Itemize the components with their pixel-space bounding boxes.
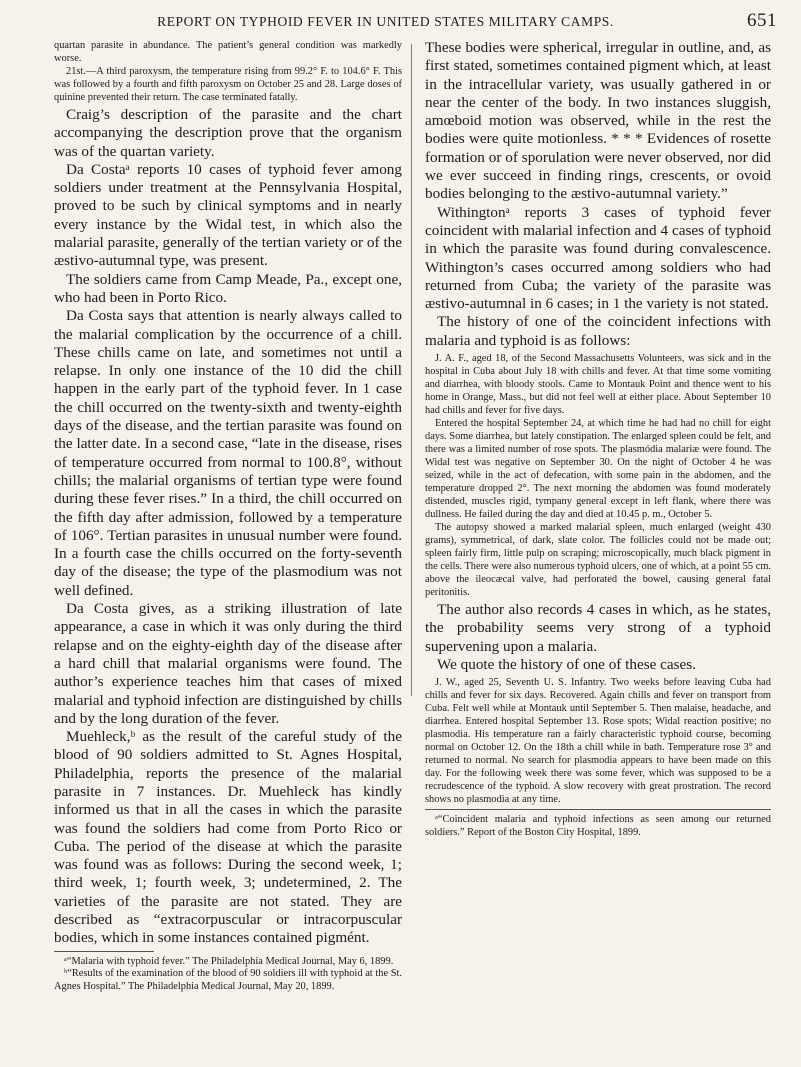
case-21st-paragraph: 21st.—A third paroxysm, the temperature rising from 99.2° F. to 104.6° F. This was followed by a fourth and fifth paroxysm on October 25 and 28. Large doses of quinine prevented their return. The case terminated fatally.	[54, 66, 402, 103]
craig-paragraph: Craig’s description of the parasite and the chart accompanying the description prove that the organism was of the quartan variety.	[54, 106, 402, 160]
case-continuation: quartan parasite in abundance. The patient’s general condition was markedly worse.	[54, 40, 402, 64]
footnote-rule	[54, 951, 154, 952]
muehleck-paragraph: Muehleck,ᵇ as the result of the careful study of the blood of 90 soldiers admitted to St. Agnes Hospital, Philadelphia, reports the presence of the malarial parasite in 7 instances. Dr. Muehleck has kindly informed us that in all the cases in which the parasite was found the soldiers had come from Porto Rico or Cuba. The period of the disease at which the parasite was found was as follows: During the second week, 1; third week, 1; fourth week, 3; undetermined, 2. The varieties of the parasite are not stated. They are described as “extracorpuscular or intracorpuscular bodies, which in some instances contained pigmént.	[54, 728, 402, 947]
footnote-b: ᵇ“Results of the examination of the blood of 90 soldiers ill with typhoid at the St. Agnes Hospital.” The Philadelphia Medical Journal, May 20, 1899.	[54, 968, 402, 993]
dacosta-late-appearance-paragraph: Da Costa gives, as a striking illustration of late appearance, a case in which it was only during the third relapse and on the eighty-eighth day of the disease after a hard chill that malarial organisms were found. The author’s experience teaches him that cases of mixed malarial and typhoid infection are distinguished by chills and by the long duration of the fever.	[54, 600, 402, 727]
dacosta-chills-paragraph: Da Costa says that attention is nearly always called to the malarial complication by the occurrence of a chill. These chills came on late, and sometimes not until a relapse. In only one instance of the 10 did the chill happen in the early part of the typhoid fever. In 1 case the chill occurred on the twenty-sixth and twenty-eighth days of the disease, and the tertian parasite was found on the latter date. In a second case, “late in the disease, rises of temperature occurred from normal to 100.8°, without chills; the malarial organisms of tertian type were found during these fever rises.” In a third, the chill occurred on the fifth day after admission, followed by a temperature of 106°. Tertian parasites in unusual number were found. In a fourth case the chills occurred on the forty-seventh day of the disease; the type of the plasmodium was not well defined.	[54, 307, 402, 599]
left-footnotes	[54, 956, 402, 994]
case-jaf	[425, 352, 771, 599]
page-number: 651	[747, 10, 777, 31]
footnote-a: ᵃ“Malaria with typhoid fever.” The Philadelphia Medical Journal, May 6, 1899.	[64, 955, 394, 967]
quote-intro-paragraph: We quote the history of one of these cases.	[437, 655, 696, 673]
case-jaf-hospital: Entered the hospital September 24, at which time he had had no chill for eight days. Some diarrhea, but lately constipation. The enlarged spleen could be felt, and there was a limited number of rose spots. The plasmódia malariæ were found. The Widal test was negative on September 30. On the night of October 4 he was seized, while in the act of defecation, with some pain in the abdomen, and the temperature dropped 2°. The next morning the abdomen was found moderately distended, muscles rigid, tympany general except in left flank, where there was dullness. He failed during the day and died at 10.45 p. m., October 5.	[425, 418, 771, 521]
left-column	[54, 39, 402, 994]
column-divider	[411, 44, 412, 696]
right-footnotes	[425, 814, 771, 840]
footnote-a-right: ᵃ“Coincident malaria and typhoid infections as seen among our returned soldiers.” Report of the Boston City Hospital, 1899.	[425, 814, 771, 839]
history-intro-paragraph: The history of one of the coincident infections with malaria and typhoid is as follows:	[425, 313, 771, 349]
right-column	[425, 39, 771, 840]
dacosta-reports-paragraph: Da Costaᵃ reports 10 cases of typhoid fever among soldiers under treatment at the Pennsylvania Hospital, proved to be such by clinical symptoms and in nearly every instance by the Widal test, in which also the malarial parasite, generally of the tertian variety or of the æstivo-autumnal type, was present.	[54, 160, 402, 270]
case-jw-history: J. W., aged 25, Seventh U. S. Infantry. Two weeks before leaving Cuba had chills and fever for six days. Recovered. Again chills and fever on transport from Cuba. Felt well while at Montauk until September 5. Then malaise, headache, and diarrhea. Entered hospital September 13. Rose spots; Widal reaction positive; no plasmodia. His temperature ran a fairly characteristic typhoid course, becoming normal on October 12. On the 18th a chill while in bath. Temperature rose 3° and returned to normal. No search for plasmodia appears to have been made on this day. For the following week there was some fever, which was supposed to be a recrudescence of the typhoid. A slow recovery with great prostration. The record shows no plasmodia at any time.	[425, 677, 771, 806]
footnote-rule-right	[425, 809, 771, 810]
author-four-cases-paragraph: The author also records 4 cases in which, as he states, the probability seems very strong of a typhoid supervening upon a malaria.	[425, 601, 771, 655]
running-title: REPORT ON TYPHOID FEVER IN UNITED STATES MILITARY CAMPS.	[157, 14, 614, 29]
bodies-description-paragraph: These bodies were spherical, irregular in outline, and, as first stated, sometimes contained pigment which, at least in the intracellular variety, was usually gathered in or near the center of the body. In two instances sluggish, amœboid motion was observed, while in the rest the bodies were quite motionless. * * * Evidences of rosette formation or of sporulation were never observed, nor did we ever succeed in finding rings, crescents, or ovoid bodies belonging to the æstivo-autumnal variety.”	[425, 39, 771, 203]
soldiers-origin-paragraph: The soldiers came from Camp Meade, Pa., except one, who had been in Porto Rico.	[54, 270, 402, 306]
case-jw	[425, 676, 771, 806]
running-header	[24, 10, 777, 34]
case-jaf-history: J. A. F., aged 18, of the Second Massachusetts Volunteers, was sick and in the hospital in Cuba about July 18 with chills and fever. At that time some vomiting and diarrhea, with bloody stools. Came to Montauk Point and thence went to his home in Orange, Mass., but did not feel well at either place. About September 10 had chills and fever for five days.	[425, 353, 771, 417]
withington-paragraph: Withingtonᵃ reports 3 cases of typhoid fever coincident with malarial infection and 4 cases of typhoid in which the parasite was found during convalescence. Withington’s cases occurred among soldiers who had returned from Cuba; the variety of the parasite was æstivo-autumnal in 6 cases; in 1 the variety is not stated.	[425, 203, 771, 313]
case-jaf-autopsy: The autopsy showed a marked malarial spleen, much enlarged (weight 430 grams), symmetrical, of dark, slate color. The follicles could not be made out; spleen fairly firm, little pulp on scraping; microscopically, much black pigment in the cells. There were also numerous typhoid ulcers, one of which, at a point 55 cm. above the ileocæcal valve, had perforated the bowel, causing general fatal peritonitis.	[425, 522, 771, 599]
